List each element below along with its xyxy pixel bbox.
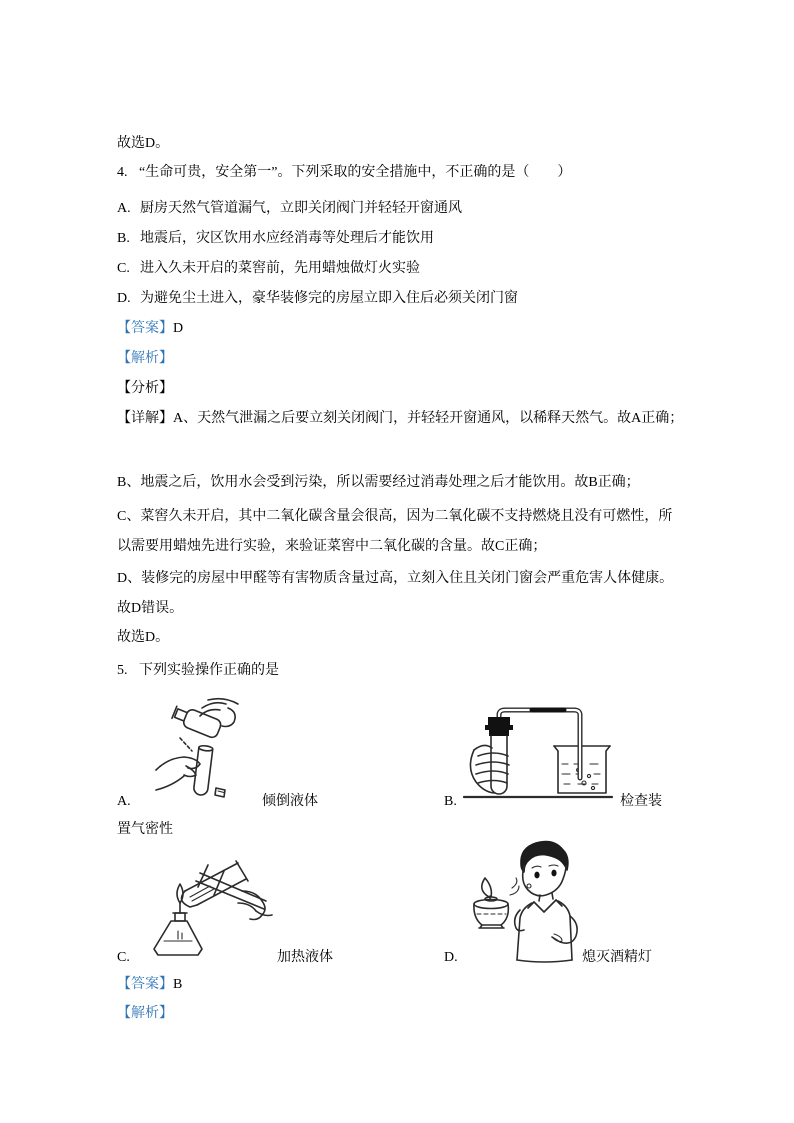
q4-prior-conclusion: 故选D。 [117, 136, 170, 151]
q4-option-b-text: 地震后，灾区饮用水应经消毒等处理后才能饮用 [140, 231, 434, 246]
q5-option-b-label: B. [444, 794, 457, 809]
q4-option-d-text: 为避免尘土进入，豪华装修完的房屋立即入住后必须关闭门窗 [140, 291, 518, 306]
q4-option-b [117, 229, 434, 249]
q4-option-c-text: 进入久未开启的菜窖前，先用蜡烛做灯火实验 [140, 261, 420, 276]
extinguishing-alcohol-lamp-illustration [466, 840, 578, 964]
q4-answer-label: 【答案】 [117, 321, 173, 336]
q5-option-c-caption: 加热液体 [277, 950, 333, 965]
q4-detail-a: A、天然气泄漏之后要立刻关闭阀门，并轻轻开窗通风，以稀释天然气。故A正确； [173, 411, 684, 426]
q5-answer-value: B [173, 977, 183, 992]
q5-jiexi-label: 【解析】 [117, 1006, 173, 1021]
q5-option-c-label: C. [117, 950, 130, 965]
q4-answer-line [117, 319, 183, 339]
q4-option-a-text: 厨房天然气管道漏气，立即关闭阀门并轻轻开窗通风 [140, 201, 462, 216]
q5-answer-line [117, 975, 182, 995]
q5-option-b-caption-line1: 检查装 [620, 794, 662, 809]
q4-stem: “生命可贵，安全第一”。下列采取的安全措施中，不正确的是（ ） [139, 165, 572, 180]
q4-option-a [117, 199, 462, 219]
q4-detail-b: B、地震之后，饮用水会受到污染，所以需要经过消毒处理之后才能饮用。故B正确； [117, 475, 640, 490]
q4-option-c [117, 259, 420, 279]
q4-detail-c: C、菜窖久未开启，其中二氧化碳含量会很高，因为二氧化碳不支持燃烧且没有可燃性，所以需要用蜡烛先进行实验，来验证菜窖中二氧化碳的含量。故C正确； [117, 509, 673, 554]
q4-option-c-label: C. [117, 261, 130, 276]
q5-number: 5. [117, 663, 128, 678]
pouring-liquid-illustration [150, 696, 258, 802]
q4-fenxi-label: 【分析】 [117, 381, 173, 396]
q5-option-b-caption-line2: 置气密性 [117, 822, 173, 837]
q4-stem-line [117, 163, 571, 183]
q4-detail-d: D、装修完的房屋中甲醛等有害物质含量过高，立刻入住且关闭门窗会严重危害人体健康。故D错误。 [117, 571, 674, 616]
q4-jiexi-label: 【解析】 [117, 351, 173, 366]
q4-option-a-label: A. [117, 201, 131, 216]
q5-option-a-label: A. [117, 794, 131, 809]
q4-xiangjie-label: 【详解】 [117, 411, 173, 426]
q4-conclusion: 故选D。 [117, 630, 170, 645]
q4-option-d-label: D. [117, 291, 131, 306]
q4-number: 4. [117, 165, 128, 180]
q5-option-d-caption: 熄灭酒精灯 [582, 950, 652, 965]
q5-stem: 下列实验操作正确的是 [139, 663, 279, 678]
heating-liquid-illustration [138, 851, 273, 963]
q5-option-d-label: D. [444, 950, 458, 965]
q5-answer-label: 【答案】 [117, 977, 173, 992]
q4-option-b-label: B. [117, 231, 130, 246]
q4-option-d [117, 289, 518, 309]
q5-stem-line [117, 661, 279, 681]
q4-answer-value: D [173, 321, 184, 336]
q4-detail-a-line [117, 409, 683, 429]
checking-gas-tightness-illustration [462, 706, 614, 804]
q5-option-a-caption: 倾倒液体 [262, 794, 318, 809]
